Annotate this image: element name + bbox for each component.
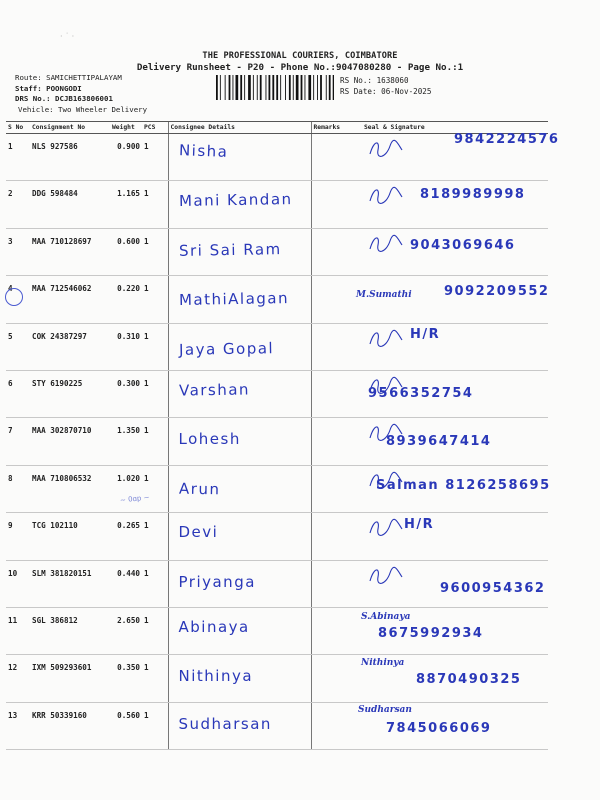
row-sno: 13 <box>6 702 30 749</box>
row-remarks <box>311 323 362 370</box>
row-consignment: COK 24387297 <box>30 323 110 370</box>
signature-phone: Salman 8126258695 <box>376 477 551 493</box>
row-signature-cell <box>358 702 548 749</box>
row-remarks <box>311 370 362 417</box>
row-pcs: 1 <box>142 607 168 654</box>
row-remarks <box>311 134 362 181</box>
row-consignee-cell <box>168 513 311 560</box>
signature-scribble-icon <box>366 183 406 209</box>
row-sno: 3 <box>6 228 30 275</box>
signature-phone: H/R <box>404 517 435 533</box>
table-row <box>6 607 548 654</box>
table-row <box>6 702 548 749</box>
row-consignment: TCG 102110 <box>30 513 110 560</box>
row-pcs: 1 <box>142 513 168 560</box>
vehicle-text: Vehicle: Two Wheeler Delivery <box>18 104 148 114</box>
row-signature-cell <box>362 465 551 512</box>
consignee-name: Abinaya <box>178 617 250 636</box>
page-smudge: · ˙ · <box>60 32 75 41</box>
row-sno: 7 <box>6 418 30 465</box>
table-row <box>6 276 548 323</box>
row-weight: 0.600 <box>110 228 142 275</box>
row-consignment: STY 6190225 <box>30 370 110 417</box>
row-signature-cell <box>362 181 548 228</box>
signature-name: S.Abinaya <box>361 611 411 622</box>
row-sno: 9 <box>6 513 30 560</box>
table-row <box>6 134 548 181</box>
row-consignee-cell <box>168 702 311 749</box>
signature-scribble-icon <box>366 563 406 589</box>
row-weight: 0.560 <box>110 702 142 749</box>
row-signature-cell <box>362 228 548 275</box>
table-body <box>6 132 560 750</box>
row-consignment: MAA 710128697 <box>30 228 110 275</box>
row-consignee-cell <box>168 418 311 465</box>
row-consignee-cell <box>168 181 311 228</box>
row-signature-cell <box>362 513 548 560</box>
staff-text: Staff: POONGODI <box>15 83 82 93</box>
table-row <box>6 181 548 228</box>
signature-phone: 9092209552 <box>444 284 550 300</box>
row-weight: 0.310 <box>110 323 142 370</box>
row-consignment: NLS 927586 <box>30 134 110 181</box>
consignee-name: Jaya Gopal <box>178 338 274 359</box>
row-sno: 2 <box>6 181 30 228</box>
row-weight: 2.650 <box>110 607 142 654</box>
table-row <box>6 655 548 702</box>
row-consignee-cell <box>168 655 311 702</box>
col-header-consignment: Consignment No <box>30 122 110 134</box>
row-consignment: IXM 509293601 <box>30 655 110 702</box>
row-consignee-cell <box>168 276 311 323</box>
row-sno: 6 <box>6 370 30 417</box>
row-weight: 0.265 <box>110 513 142 560</box>
row-consignee-cell <box>168 560 311 607</box>
consignee-name: Priyanga <box>178 572 256 591</box>
table-row <box>6 560 548 607</box>
row-signature-cell <box>362 560 548 607</box>
row-remarks <box>311 465 362 512</box>
signature-name: Nithinya <box>361 658 405 669</box>
row-remarks <box>311 560 362 607</box>
consignee-name: Arun <box>178 479 221 499</box>
barcode-image <box>216 75 334 100</box>
row-pcs: 1 <box>142 370 168 417</box>
row-remarks <box>311 276 362 323</box>
row-consignment: MAA 712546062 <box>30 276 110 323</box>
row-remarks <box>311 702 362 749</box>
signature-phone: 8675992934 <box>378 625 484 641</box>
row-signature-cell <box>362 607 548 654</box>
row-signature-cell <box>362 370 548 417</box>
delivery-table <box>6 121 560 750</box>
signature-scribble-icon <box>366 326 406 352</box>
row-consignee-cell <box>168 134 311 181</box>
signature-phone: 8189989998 <box>420 187 526 203</box>
row-pcs: 1 <box>142 134 168 181</box>
rs-number: RS No.: 1638060 <box>340 76 409 85</box>
signature-phone: 9842224576 <box>454 132 560 147</box>
document-subtitle: Delivery Runsheet - P20 - Phone No.:9047080280 - Page No.:1 <box>136 62 464 73</box>
signature-name: M.Sumathi <box>356 290 412 301</box>
row-remarks <box>311 181 362 228</box>
row-consignee-cell <box>168 228 311 275</box>
row-pcs: 1 <box>142 702 168 749</box>
row-signature-cell <box>356 276 550 323</box>
table-row <box>6 228 548 275</box>
row-5-circle-mark <box>5 288 23 306</box>
signature-phone: H/R <box>410 326 441 342</box>
row-consignment: KRR 50339160 <box>30 702 110 749</box>
col-header-signature: Seal & Signature <box>362 122 548 134</box>
signature-name: Sudharsan <box>358 704 412 715</box>
table-row <box>6 323 548 370</box>
signature-phone: 8939647414 <box>386 434 492 450</box>
col-header-sno: S No <box>6 122 30 134</box>
consignee-name: Varshan <box>178 380 250 400</box>
signature-phone: 8870490325 <box>416 672 522 688</box>
signature-phone: 9566352754 <box>368 385 474 401</box>
consignee-name: Lohesh <box>178 430 241 449</box>
route-text: Route: SAMICHETTIPALAYAM <box>15 73 122 82</box>
consignee-name: Devi <box>178 523 219 542</box>
row-consignee-cell <box>168 323 311 370</box>
row-remarks <box>311 655 362 702</box>
rs-info <box>340 76 431 97</box>
signature-scribble-icon <box>366 231 406 257</box>
col-header-remarks: Remarks <box>311 122 362 134</box>
row-pcs: 1 <box>142 418 168 465</box>
row-consignment: MAA 710806532 <box>30 465 110 512</box>
row-sno: 8 <box>6 465 30 512</box>
row-pcs: 1 <box>142 560 168 607</box>
row-pcs: 1 <box>142 228 168 275</box>
row-consignment: SGL 386812 <box>30 607 110 654</box>
route-info <box>15 73 147 115</box>
row-weight: 0.220 <box>110 276 142 323</box>
row-pcs: 1 <box>142 276 168 323</box>
row-consignee-cell <box>168 607 311 654</box>
consignee-name: Sri Sai Ram <box>178 239 282 260</box>
row-signature-cell <box>362 323 548 370</box>
stray-pen-mark: ~ 0ɑp ~ <box>119 493 150 505</box>
signature-phone: 7845066069 <box>386 720 492 736</box>
table-row <box>6 418 548 465</box>
col-header-weight: Weight <box>110 122 142 134</box>
row-pcs: 1 <box>142 323 168 370</box>
row-weight: 0.350 <box>110 655 142 702</box>
row-sno: 12 <box>6 655 30 702</box>
row-consignee-cell <box>168 465 311 512</box>
row-signature-cell <box>362 655 548 702</box>
row-remarks <box>311 513 362 560</box>
row-signature-cell <box>362 132 560 181</box>
row-weight: 0.440 <box>110 560 142 607</box>
consignee-name: Nithinya <box>178 667 254 686</box>
row-weight: 1.165 <box>110 181 142 228</box>
col-header-pcs: PCS <box>142 122 168 134</box>
consignee-name: Nisha <box>178 141 229 161</box>
row-weight: 0.300 <box>110 370 142 417</box>
consignee-name: Mani Kandan <box>178 190 293 211</box>
row-weight: 0.900 <box>110 134 142 181</box>
row-sno: 5 <box>6 323 30 370</box>
row-pcs: 1 <box>142 655 168 702</box>
row-consignee-cell <box>168 370 311 417</box>
row-sno: 4 <box>6 276 30 323</box>
row-sno: 11 <box>6 607 30 654</box>
table-row <box>6 465 548 512</box>
signature-phone: 9600954362 <box>440 580 546 596</box>
signature-phone: 9043069646 <box>410 237 516 253</box>
row-remarks <box>311 607 362 654</box>
consignee-name: MathiAlagan <box>178 289 289 310</box>
rs-date: RS Date: 06-Nov-2025 <box>340 86 432 96</box>
row-consignment: DDG 598484 <box>30 181 110 228</box>
drs-text: DRS No.: DCJB163806001 <box>15 94 113 103</box>
row-sno: 1 <box>6 134 30 181</box>
row-remarks <box>311 418 362 465</box>
signature-scribble-icon <box>366 515 406 541</box>
row-signature-cell <box>362 418 548 465</box>
row-weight: 1.350 <box>110 418 142 465</box>
table-row <box>6 513 548 560</box>
row-remarks <box>311 228 362 275</box>
signature-scribble-icon <box>366 136 406 162</box>
col-header-consignee: Consignee Details <box>168 122 311 134</box>
row-weight: 1.020 <box>110 465 142 512</box>
table-row <box>6 370 548 417</box>
consignee-name: Sudharsan <box>178 714 272 733</box>
row-pcs: 1 <box>142 465 168 512</box>
row-sno: 10 <box>6 560 30 607</box>
document-title: THE PROFESSIONAL COURIERS, COIMBATORE <box>202 51 398 61</box>
row-consignment: MAA 302870710 <box>30 418 110 465</box>
row-consignment: SLM 381820151 <box>30 560 110 607</box>
row-pcs: 1 <box>142 181 168 228</box>
